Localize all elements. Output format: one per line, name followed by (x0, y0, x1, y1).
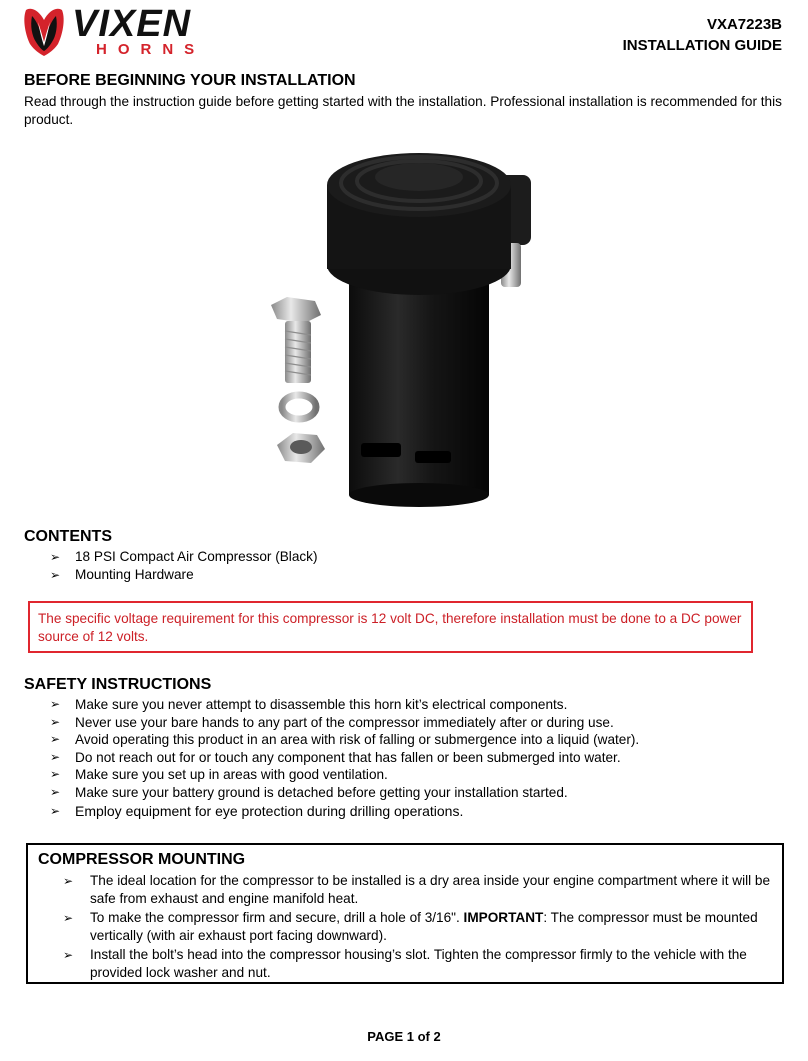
voltage-warning-box (28, 601, 753, 653)
document-title: INSTALLATION GUIDE (622, 37, 782, 54)
arrow-bullet-icon: ➢ (50, 697, 61, 711)
list-item: ➢ Make sure you set up in areas with good ventilation. (50, 767, 388, 782)
list-item: ➢ Make sure your battery ground is detached before getting your installation started. (50, 784, 568, 800)
document-header (623, 14, 782, 56)
logo-brand-top: VIXEN (72, 3, 192, 45)
list-item: ➢ To make the compressor firm and secure, drill a hole of 3/16". IMPORTANT: The compressor must be mounted vertically (with air exhaust port facing downward). (63, 910, 758, 943)
before-beginning-section (24, 72, 784, 129)
arrow-bullet-icon: ➢ (50, 568, 61, 582)
arrow-bullet-icon: ➢ (63, 948, 74, 962)
mounting-list (38, 872, 772, 982)
arrow-bullet-icon: ➢ (50, 732, 61, 746)
air-compressor-with-bolt-washer-nut-image (265, 145, 545, 515)
contents-section (24, 528, 784, 584)
safety-heading: SAFETY INSTRUCTIONS (24, 676, 212, 693)
arrow-bullet-icon: ➢ (63, 874, 74, 888)
safety-section (24, 676, 794, 821)
page-number: PAGE 1 of 2 (367, 1029, 441, 1044)
arrow-bullet-icon: ➢ (50, 550, 61, 564)
list-item: ➢ Make sure you never attempt to disassemble this horn kit’s electrical components. (50, 697, 568, 712)
list-item: ➢ Avoid operating this product in an area with risk of falling or submergence into a liquid (water). (50, 732, 640, 747)
list-item: ➢ Do not reach out for or touch any component that has fallen or been submerged into water. (50, 749, 621, 765)
compressor-mounting-box (26, 843, 784, 984)
safety-list (24, 696, 794, 821)
arrow-bullet-icon: ➢ (50, 749, 61, 764)
before-beginning-text: Read through the instruction guide before getting started with the installation. Professional installation is recommended for this product. (24, 94, 782, 127)
list-item: ➢ Employ equipment for eye protection during drilling operations. (50, 803, 464, 819)
list-item: ➢ The ideal location for the compressor to be installed is a dry area inside your engine compartment where it will be safe from exhaust and engine manifold heat. (63, 873, 771, 906)
before-beginning-heading: BEFORE BEGINNING YOUR INSTALLATION (24, 72, 356, 89)
compressor-mounting-heading: COMPRESSOR MOUNTING (38, 851, 246, 868)
vixen-horns-logo (22, 2, 244, 58)
arrow-bullet-icon: ➢ (50, 767, 61, 781)
arrow-bullet-icon: ➢ (50, 714, 61, 729)
logo-brand-bottom: HORNS (96, 41, 206, 58)
voltage-warning-text: The specific voltage requirement for this compressor is 12 volt DC, therefore installation must be done to a DC power source of 12 volts. (38, 611, 742, 644)
arrow-bullet-icon: ➢ (63, 911, 74, 925)
list-item: ➢ 18 PSI Compact Air Compressor (Black) (50, 549, 318, 564)
contents-heading: CONTENTS (24, 528, 112, 545)
product-image (265, 145, 545, 515)
contents-list (24, 548, 784, 584)
model-number: VXA7223B (706, 16, 782, 33)
arrow-bullet-icon: ➢ (50, 784, 61, 799)
important-label: IMPORTANT (463, 910, 544, 925)
vixen-fox-logo-icon (22, 2, 244, 58)
arrow-bullet-icon: ➢ (50, 804, 61, 818)
list-item: ➢ Install the bolt’s head into the compressor housing’s slot. Tighten the compressor firmly to the vehicle with the provided lock washer and nut. (63, 947, 747, 980)
list-item: ➢ Never use your bare hands to any part of the compressor immediately after or during use. (50, 714, 614, 730)
list-item: ➢ Mounting Hardware (50, 567, 194, 582)
